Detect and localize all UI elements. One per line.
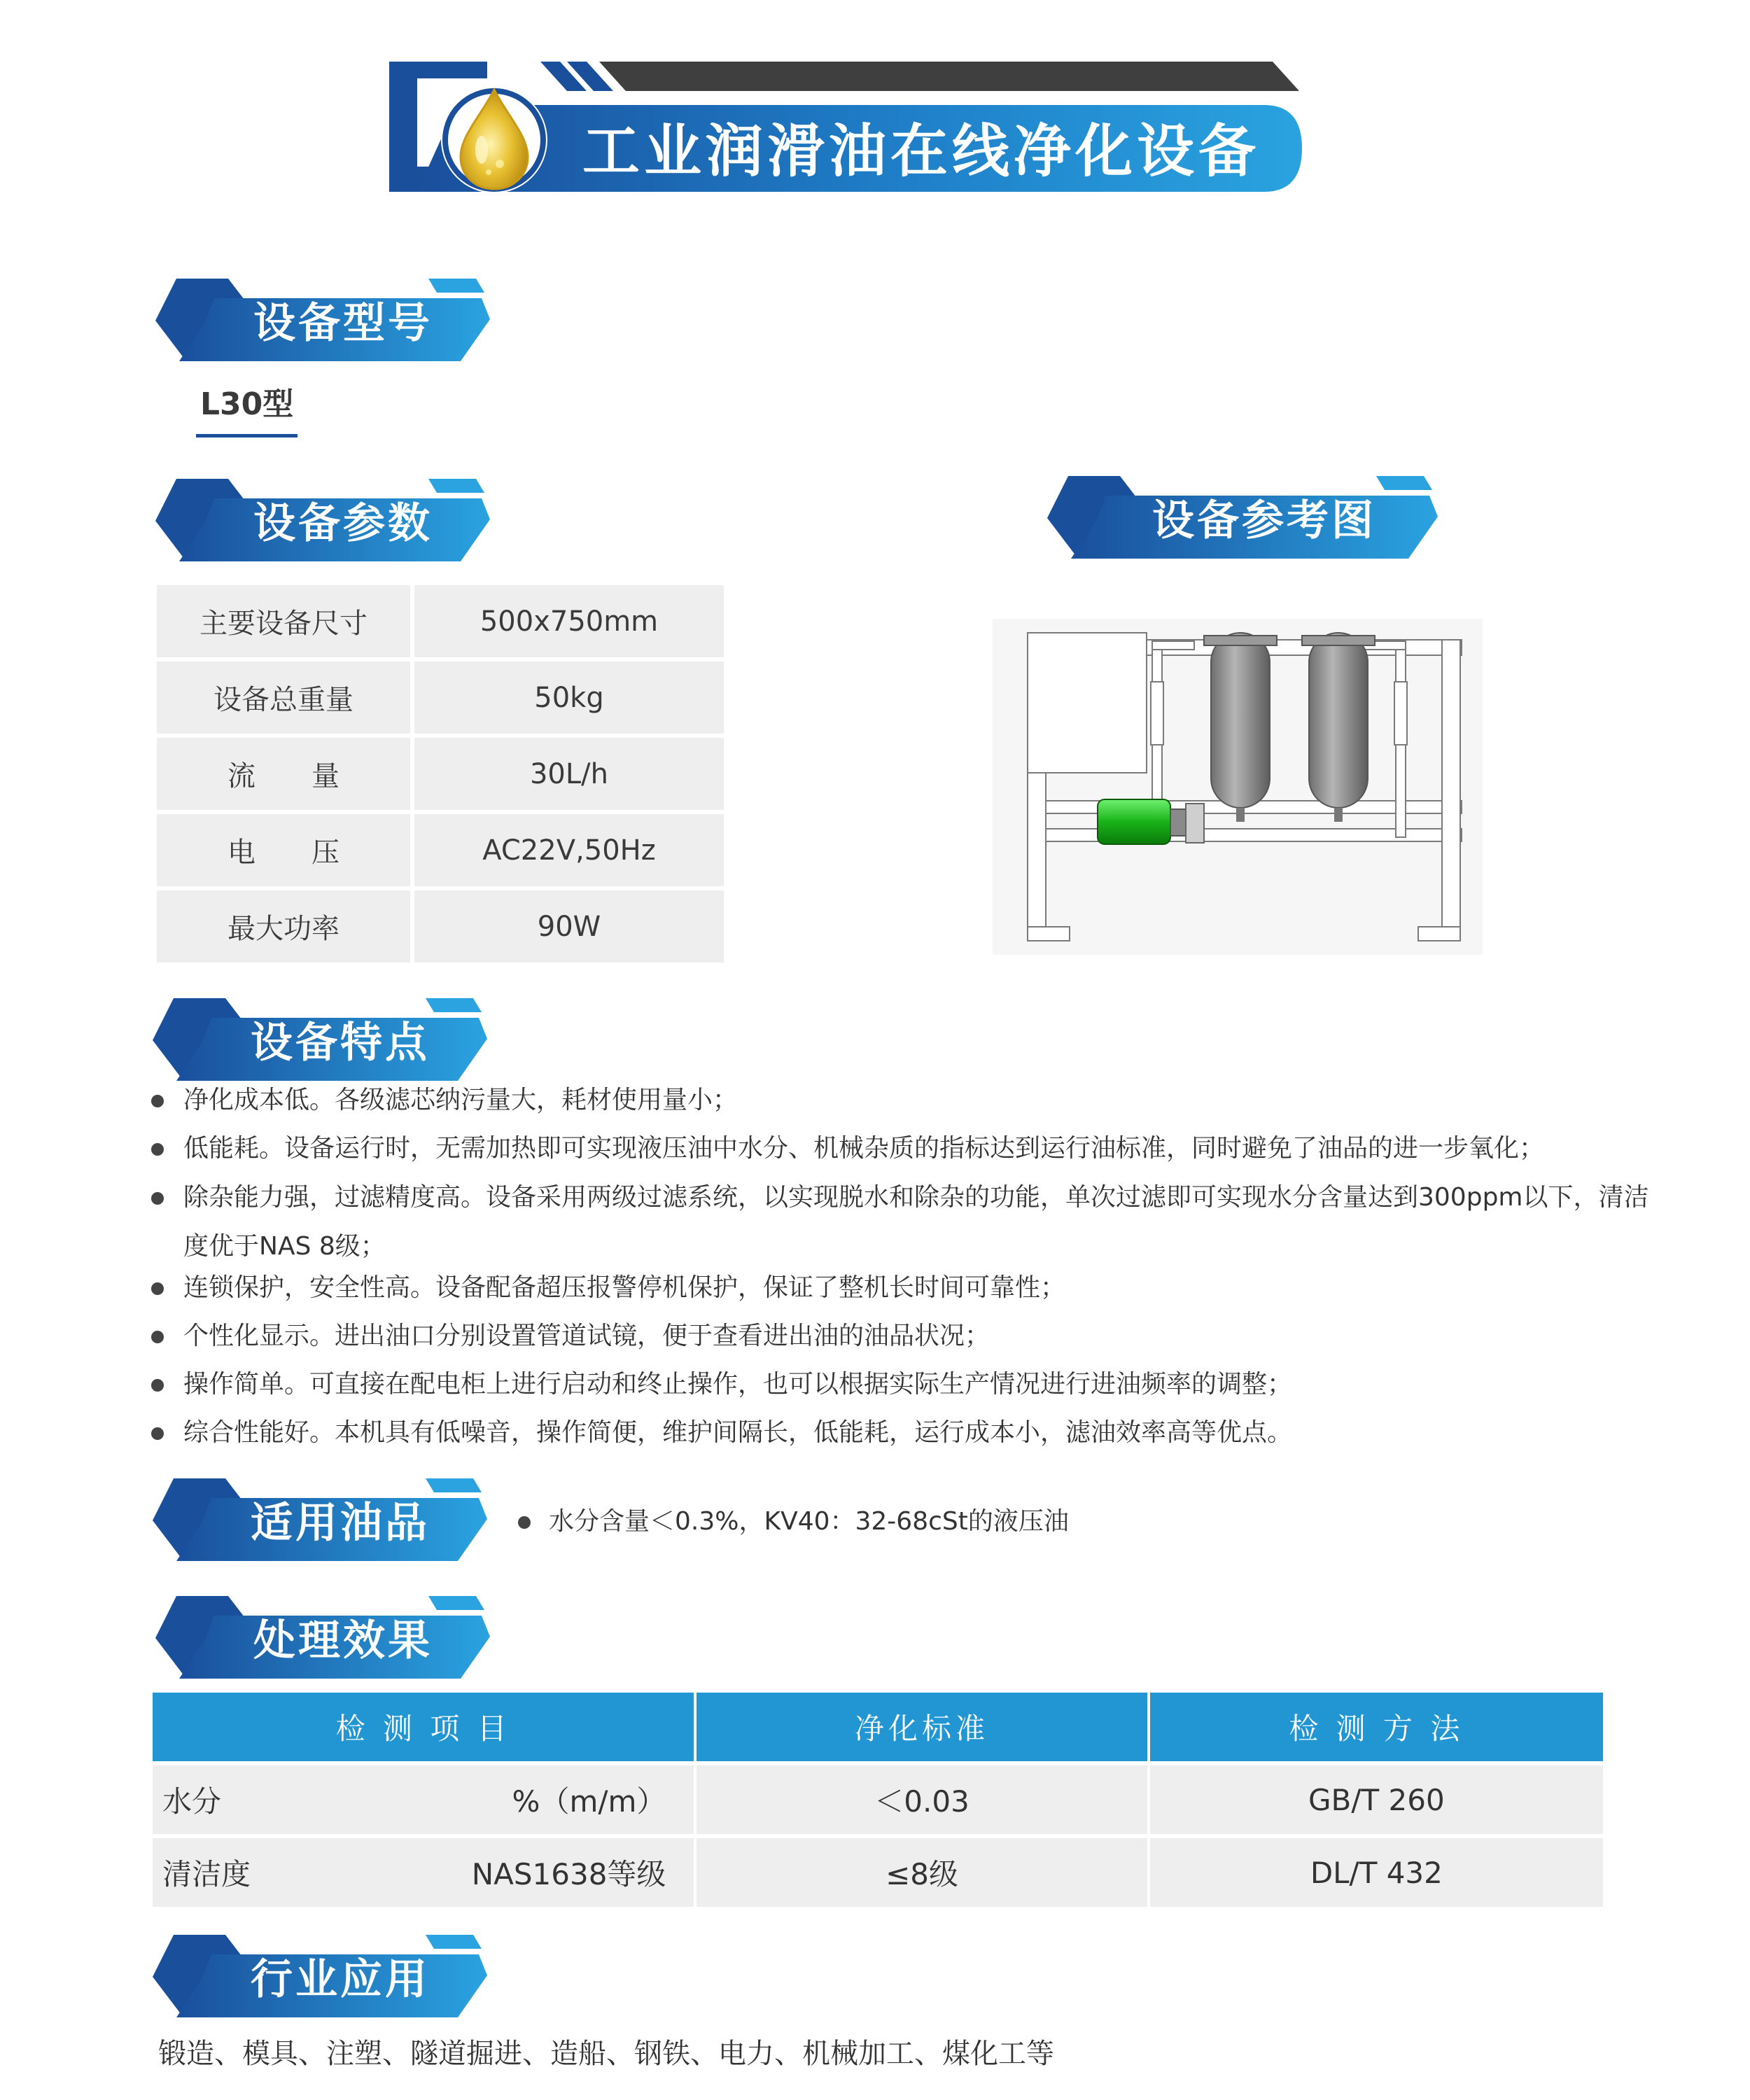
oil-text: 水分含量＜0.3%，KV40：32-68cSt的液压油: [549, 1507, 1069, 1536]
table-row: [157, 738, 724, 810]
params-table: [157, 581, 724, 967]
page-title: 工业润滑油在线净化设备: [582, 118, 1261, 185]
section-title: 行业应用: [251, 1955, 430, 2004]
table-row: [157, 890, 724, 962]
list-item: [147, 1132, 1652, 1166]
feature-text: 净化成本低。各级滤芯纳污量大，耗材使用量小；: [183, 1086, 738, 1114]
section-heading-model: [155, 279, 491, 361]
feature-text: 除杂能力强，过滤精度高。设备采用两级过滤系统，以实现脱水和除杂的功能，单次过滤即可实现水分含量达到300ppm以下，清洁度优于NAS 8级；: [183, 1183, 1649, 1261]
section-heading-result: [155, 1596, 491, 1679]
bullet-icon: [151, 1192, 164, 1205]
section-title: 设备参考图: [1152, 496, 1376, 545]
param-key: 最大功率: [157, 890, 414, 962]
section-heading-oil: [153, 1478, 489, 1561]
section-title: 设备特点: [251, 1018, 430, 1068]
param-value: 50kg: [414, 662, 724, 734]
column-header: 检 测 方 法: [1150, 1693, 1603, 1761]
feature-text: 综合性能好。本机具有低噪音，操作简便，维护间隔长，低能耗，运行成本小，滤油效率高等优点。: [183, 1418, 1293, 1447]
result-item: 清洁度: [162, 1857, 251, 1891]
model-value: L30型: [196, 384, 298, 438]
table-row: [157, 814, 724, 886]
list-item: [147, 1368, 1652, 1401]
result-unit: %（m/m）: [512, 1784, 666, 1819]
applicable-oil: [518, 1504, 1069, 1540]
result-standard: ≤8级: [696, 1834, 1149, 1907]
param-key: 流 量: [157, 738, 414, 810]
result-table: [153, 1693, 1603, 1907]
feature-text: 操作简单。可直接在配电柜上进行启动和终止操作，也可以根据实际生产情况进行进油频率的调整；: [183, 1370, 1293, 1399]
table-row: [153, 1834, 1603, 1907]
result-standard: ＜0.03: [696, 1761, 1149, 1834]
section-heading-features: [153, 998, 489, 1081]
table-row: [157, 585, 724, 657]
list-item: [147, 1320, 1652, 1353]
feature-text: 低能耗。设备运行时，无需加热即可实现液压油中水分、机械杂质的指标达到运行油标准，同时避免了油品的进一步氧化；: [183, 1134, 1545, 1163]
table-row: [157, 662, 724, 734]
result-method: GB/T 260: [1150, 1761, 1603, 1834]
param-key: 设备总重量: [157, 662, 414, 734]
equipment-drawing: [993, 619, 1483, 955]
list-item: [147, 1416, 1652, 1450]
section-title: 设备型号: [253, 299, 433, 348]
param-value: AC22V,50Hz: [414, 814, 724, 886]
result-item-cell: [153, 1761, 696, 1834]
industry-text: 锻造、模具、注塑、隧道掘进、造船、钢铁、电力、机械加工、煤化工等: [158, 2038, 1054, 2070]
result-item-cell: [153, 1834, 696, 1907]
section-heading-params: [155, 479, 491, 561]
list-item: [147, 1271, 1652, 1305]
section-title: 处理效果: [253, 1616, 433, 1665]
param-value: 500x750mm: [414, 585, 724, 657]
param-value: 90W: [414, 890, 724, 962]
bullet-icon: [151, 1095, 164, 1107]
param-key: 主要设备尺寸: [157, 585, 414, 657]
section-title: 设备参数: [253, 499, 433, 548]
list-item: [147, 1173, 1652, 1271]
bullet-icon: [151, 1331, 164, 1343]
result-item: 水分: [162, 1784, 222, 1819]
features-list: [147, 1084, 1652, 1464]
bullet-icon: [151, 1143, 164, 1156]
bullet-icon: [151, 1427, 164, 1440]
feature-text: 个性化显示。进出油口分别设置管道试镜，便于查看进出油的油品状况；: [183, 1322, 990, 1350]
oil-drop-icon: [458, 87, 531, 192]
param-key: 电 压: [157, 814, 414, 886]
equipment-reference-image: [993, 619, 1483, 955]
column-header: 检 测 项 目: [153, 1693, 696, 1761]
bullet-icon: [151, 1379, 164, 1392]
bullet-icon: [151, 1282, 164, 1295]
result-method: DL/T 432: [1150, 1834, 1603, 1907]
section-heading-reference: [1047, 476, 1383, 559]
table-row: [153, 1761, 1603, 1834]
table-header-row: [153, 1693, 1603, 1761]
bullet-icon: [518, 1516, 531, 1529]
param-value: 30L/h: [414, 738, 724, 810]
list-item: [147, 1084, 1652, 1117]
section-title: 适用油品: [251, 1499, 430, 1548]
section-heading-industry: [153, 1935, 489, 2017]
column-header: 净化标准: [696, 1693, 1149, 1761]
feature-text: 连锁保护，安全性高。设备配备超压报警停机保护，保证了整机长时间可靠性；: [183, 1273, 1066, 1302]
result-unit: NAS1638等级: [471, 1857, 666, 1891]
